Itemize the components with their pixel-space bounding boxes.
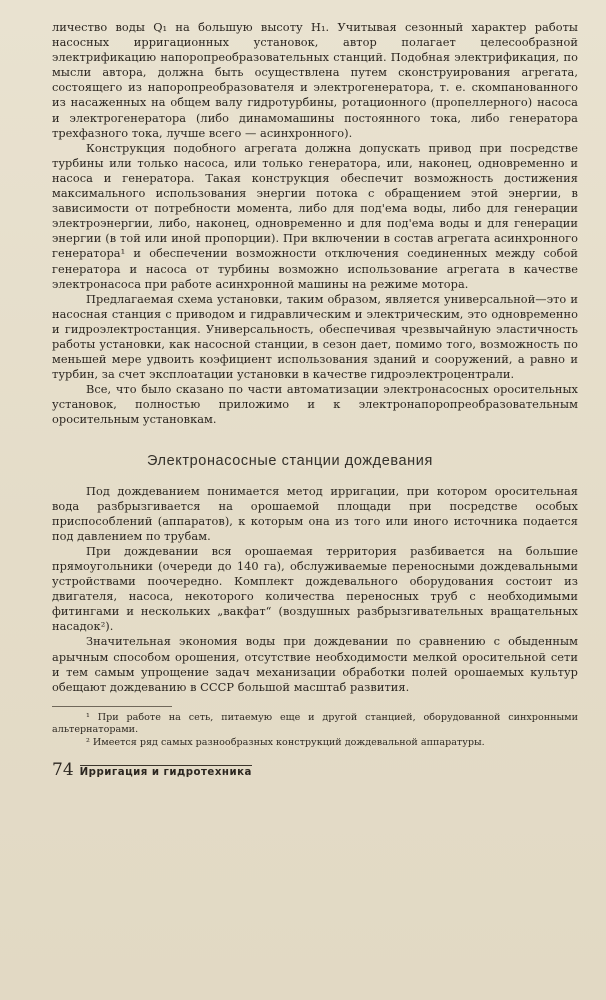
section-text — [52, 484, 578, 695]
section-heading: Электронасосные станции дождевания — [147, 452, 433, 469]
paragraph: Конструкция подобного агрегата должна допускать привод при посредстве турбины или только насоса, или только генератора, или, наконец, одновременно и насоса и генератора. Такая конструкция обеспечит возможность достижения максимального использования энергии потока с обращением этой энергии, в зависимости от потребности момента, либо для под'ема воды, либо для генерации электроэнергии, либо, наконец, одновременно и для под'ема воды и для генерации энергии (в той или иной пропорции). При включении в состав агрегата асинхронного генератора¹ и обеспечении возможности отключения соединенных между собой генератора и насоса от турбины возможно использование агрегата в качестве электронасоса при работе асинхронной машины на режиме мотора. — [52, 140, 578, 291]
paragraph: Все, что было сказано по части автоматизации электронасосных оросительных установок, полностью приложимо и к электронапоропреобразовательным оросительным установкам. — [52, 382, 578, 427]
paragraph: Значительная экономия воды при дождевании по сравнению с обыденным арычным способом орошения, отсутствие необходимости мелкой оросительной сети и тем самым упрощение задач механизации обработки полей орошаемых культур обещают дождеванию в СССР большой масштаб развития. — [52, 634, 578, 694]
footnote-divider — [52, 706, 172, 707]
page-footer — [52, 760, 578, 779]
paragraph: При дождевании вся орошаемая территория разбивается на большие прямоугольники (очереди до 140 га), обслуживаемые переносными дождевальными устройствами поочередно. Комплект дождевального оборудования состоит из двигателя, насоса, некоторого количества переносных труб с необходимыми фитингами и нескольких „вакфат“ (воздушных разбрызгивательных вращательных насадок²). — [52, 543, 578, 634]
main-text — [52, 20, 578, 428]
paragraph: Предлагаемая схема установки, таким образом, является универсальной—это и насосная станция с приводом и гидравлическим и электрическим, это одновременно и гидроэлектростанция. Универсальность, обеспечивая чрезвычайную эластичность работы установки, как насосной станции, в сезон дает, помимо того, возможность по меньшей мере удвоить коэфициент использования зданий и сооружений, а равно и турбин, за счет эксплоатации установки в качестве гидроэлектроцентрали. — [52, 291, 578, 382]
paragraph-continued: личество воды Q₁ на большую высоту H₁. Учитывая сезонный характер работы насосных ирригационных установок, автор полагает целесообразной электрификацию напоропреобразовательных станций. Подобная электрификация, по мысли автора, должна быть осуществлена путем сконструирования агрегата, состоящего из напоропреобразователя и электрогенератора, т. е. скомпанованного из насаженных на общем валу гидротурбины, ротационного (пропеллерного) насоса и электрогенератора (либо динамомашины постоянного тока, либо генератора трехфазного тока, лучше всего — асинхронного). — [52, 20, 578, 140]
running-title: Ирригация и гидротехника — [79, 766, 252, 778]
paragraph: Под дождеванием понимается метод ирригации, при котором оросительная вода разбрызгивается на орошаемой площади при посредстве особых приспособлений (аппаратов), к которым она из того или иного источника подается под давлением по трубам. — [52, 483, 578, 543]
footnotes — [52, 712, 578, 750]
page-number: 74 — [52, 759, 74, 780]
footnote: ² Имеется ряд самых разнообразных конструкций дождевальной аппаратуры. — [86, 737, 485, 749]
footnote: ¹ При работе на сеть, питаемую еще и другой станцией, оборудованной синхронными альтернаторами. — [52, 711, 578, 736]
running-title-wrap — [80, 760, 252, 779]
